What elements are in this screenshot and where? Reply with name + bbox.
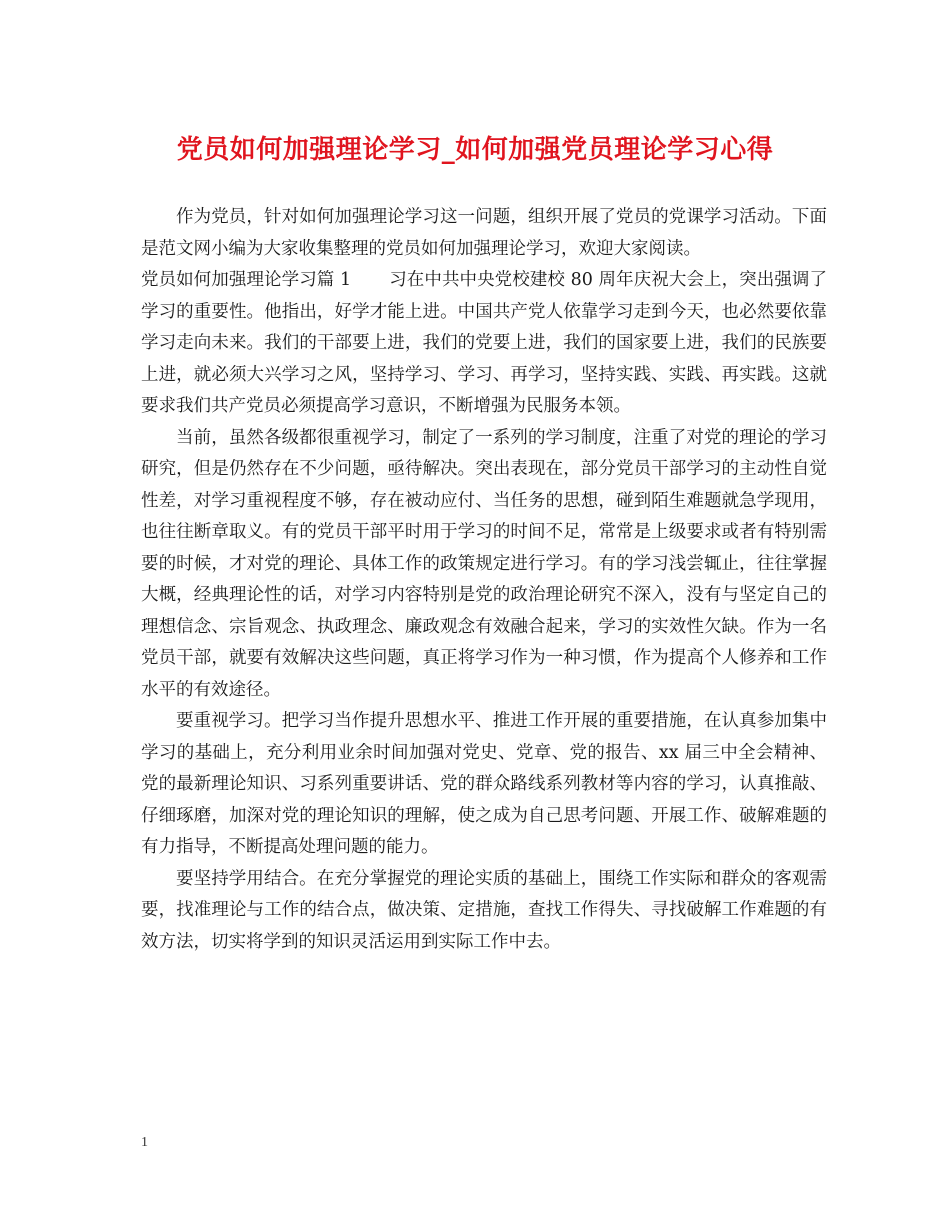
paragraph-current-problems: 当前，虽然各级都很重视学习，制定了一系列的学习制度，注重了对党的理论的学习研究，但是仍然存在不少问题，亟待解决。突出表现在，部分党员干部学习的主动性自觉性差，对学习重视程度不够，存在被动应付、当任务的思想，碰到陌生难题就急学现用，也往往断章取义。有的党员干部平时用于学习的时间不足，常常是上级要求或者有特别需要的时候，才对党的理论、具体工作的政策规定进行学习。有的学习浅尝辄止，往往掌握大概，经典理论性的话，对学习内容特别是党的政治理论研究不深入，没有与坚定自己的理想信念、宗旨观念、执政理念、廉政观念有效融合起来，学习的实效性欠缺。作为一名党员干部，就要有效解决这些问题，真正将学习作为一种习惯，作为提高个人修养和工作水平的有效途径。 (141, 427, 827, 700)
paragraph-learning-application: 要坚持学用结合。在充分掌握党的理论实质的基础上，围绕工作实际和群众的客观需要，找准理论与工作的结合点，做决策、定措施，查找工作得失、寻找破解工作难题的有效方法，切实将学到的知识灵活运用到实际工作中去。 (141, 868, 827, 952)
page-number: 1 (141, 1135, 148, 1150)
intro-paragraph: 作为党员，针对如何加强理论学习这一问题，组织开展了党员的党课学习活动。下面是范文网小编为大家收集整理的党员如何加强理论学习，欢迎大家阅读。 (141, 207, 827, 259)
paragraph-value-learning: 要重视学习。把学习当作提升思想水平、推进工作开展的重要措施，在认真参加集中学习的基础上，充分利用业余时间加强对党史、党章、党的报告、xx 届三中全会精神、党的最新理论知识、习系列重要讲话、党的群众路线系列教材等内容的学习，认真推敲、仔细琢磨，加深对党的理论知识的理解，使之成为自己思考问题、开展工作、破解难题的有力指导，不断提高处理问题的能力。 (141, 711, 827, 857)
document-body (141, 202, 827, 958)
document-title: 党员如何加强理论学习_如何加强党员理论学习心得 (176, 135, 774, 165)
section-first-paragraph: 习在中共中央党校建校 80 周年庆祝大会上，突出强调了学习的重要性。他指出，好学才能上进。中国共产党人依靠学习走到今天，也必然要依靠学习走向未来。我们的干部要上进，我们的党要上进，我们的国家要上进，我们的民族要上进，就必须大兴学习之风，坚持学习、学习、再学习，坚持实践、实践、再实践。这就要求我们共产党员必须提高学习意识，不断增强为民服务本领。 (141, 270, 827, 416)
section-heading: 党员如何加强理论学习篇 1 (141, 270, 352, 290)
section-1 (141, 265, 827, 423)
